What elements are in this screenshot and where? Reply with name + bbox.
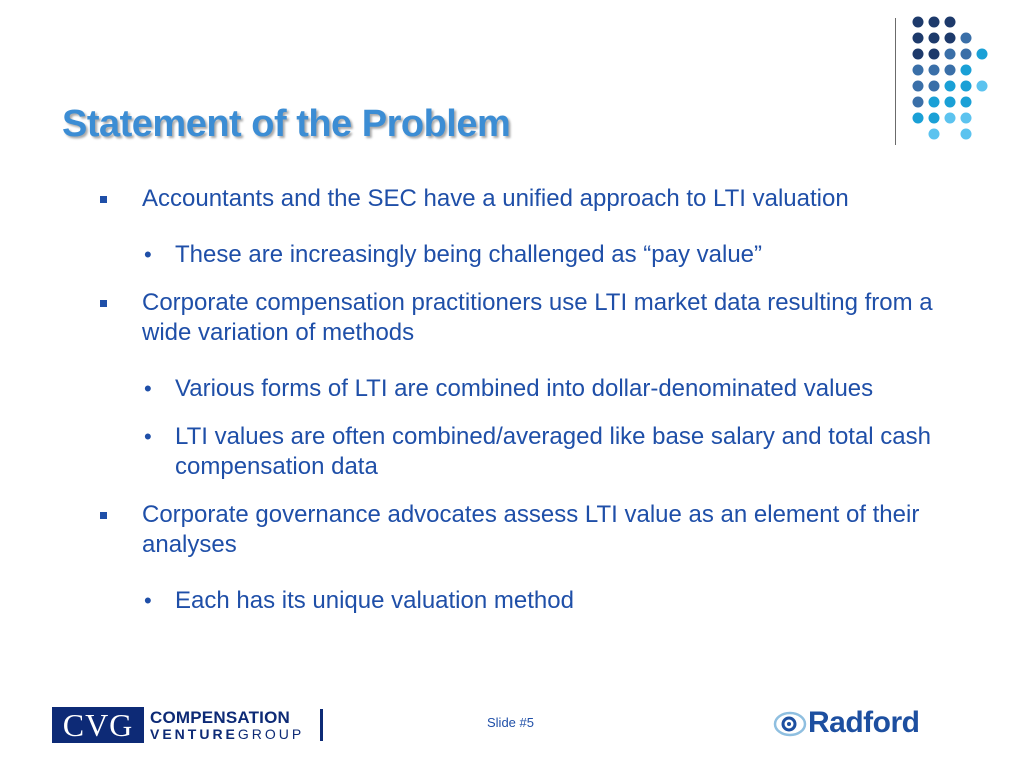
sub-bullet-text: Each has its unique valuation method bbox=[175, 587, 574, 614]
square-bullet-icon bbox=[100, 300, 107, 307]
sub-bullet-text: These are increasingly being challenged as “pay value” bbox=[175, 241, 763, 268]
dot-row-1 bbox=[913, 17, 956, 28]
slide-number: Slide #5 bbox=[487, 715, 534, 730]
dot-row-2 bbox=[913, 33, 972, 44]
dot-row-3 bbox=[913, 49, 988, 60]
sub-bullet-text: LTI values are often combined/averaged like base salary and total cash compensation data bbox=[175, 423, 931, 480]
bullet-item bbox=[100, 184, 960, 214]
dot-row-4 bbox=[913, 65, 972, 76]
dot-bullet-icon: • bbox=[144, 588, 152, 613]
sub-bullet-item bbox=[100, 240, 960, 270]
sub-bullet-item bbox=[100, 374, 960, 404]
sub-bullet-item bbox=[100, 586, 960, 616]
dot-bullet-icon: • bbox=[144, 376, 152, 401]
radford-swirl-icon bbox=[772, 708, 808, 740]
square-bullet-icon bbox=[100, 196, 107, 203]
bullet-item bbox=[100, 500, 960, 560]
dot-row-7 bbox=[913, 113, 972, 124]
cvg-logo-line2 bbox=[150, 726, 304, 742]
sub-bullet-item bbox=[100, 422, 960, 482]
dot-bullet-icon: • bbox=[144, 242, 152, 267]
cvg-logo-group: GROUP bbox=[237, 726, 305, 742]
bullet-item bbox=[100, 288, 960, 348]
radford-wordmark: Radford bbox=[808, 706, 920, 739]
slide-body bbox=[100, 184, 960, 634]
dot-bullet-icon: • bbox=[144, 424, 152, 449]
sub-bullet-text: Various forms of LTI are combined into dollar-denominated values bbox=[175, 375, 874, 402]
slide-title: Statement of the Problem bbox=[62, 103, 511, 145]
square-bullet-icon bbox=[100, 512, 107, 519]
bullet-text: Accountants and the SEC have a unified approach to LTI valuation bbox=[142, 185, 849, 212]
cvg-logo-venture: VENTURE bbox=[150, 726, 238, 742]
header-divider-line bbox=[895, 18, 896, 145]
cvg-logo-bar bbox=[320, 709, 323, 741]
cvg-logo-mark: CVG bbox=[52, 707, 144, 743]
bullet-text: Corporate governance advocates assess LTI value as an element of their analyses bbox=[142, 501, 920, 558]
dot-row-6 bbox=[913, 97, 972, 108]
cvg-logo-line1: COMPENSATION bbox=[150, 708, 290, 727]
dot-row-8 bbox=[929, 129, 972, 140]
dot-row-5 bbox=[913, 81, 988, 92]
bullet-text: Corporate compensation practitioners use LTI market data resulting from a wide variation of methods bbox=[142, 289, 933, 346]
